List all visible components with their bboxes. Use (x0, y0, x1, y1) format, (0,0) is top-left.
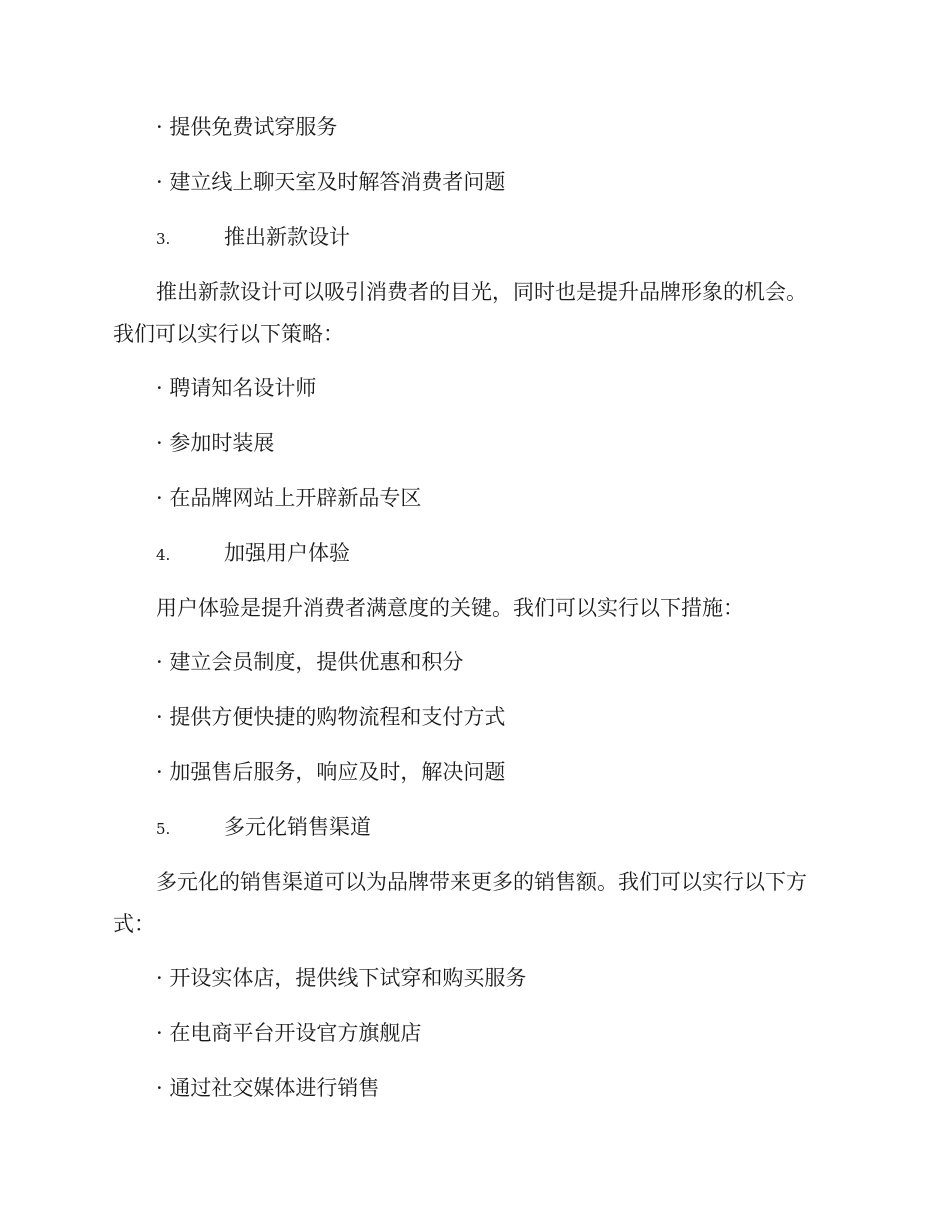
paragraph-line: 多元化的销售渠道可以为品牌带来更多的销售额。我们可以实行以下方 (156, 870, 807, 894)
section-heading: 多元化销售渠道 (224, 815, 371, 839)
list-item: · 建立线上聊天室及时解答消费者问题 (156, 170, 506, 194)
paragraph-line: 用户体验是提升消费者满意度的关键。我们可以实行以下措施： (156, 596, 744, 620)
list-item: · 加强售后服务，响应及时，解决问题 (156, 760, 506, 784)
list-item: · 提供免费试穿服务 (156, 115, 338, 139)
list-item: · 在电商平台开设官方旗舰店 (156, 1021, 422, 1045)
list-item: · 开设实体店，提供线下试穿和购买服务 (156, 966, 527, 990)
list-item: · 提供方便快捷的购物流程和支付方式 (156, 705, 506, 729)
list-item: · 通过社交媒体进行销售 (156, 1076, 380, 1100)
section-heading: 加强用户体验 (224, 541, 350, 565)
section-number: 4. (156, 546, 171, 564)
list-item: · 在品牌网站上开辟新品专区 (156, 486, 422, 510)
paragraph-line: 推出新款设计可以吸引消费者的目光，同时也是提升品牌形象的机会。 (156, 280, 807, 304)
section-number: 5. (156, 820, 171, 838)
list-item: · 聘请知名设计师 (156, 376, 317, 400)
paragraph-line: 我们可以实行以下策略： (113, 322, 344, 346)
list-item: · 参加时装展 (156, 431, 275, 455)
section-number: 3. (156, 230, 171, 248)
list-item: · 建立会员制度，提供优惠和积分 (156, 650, 464, 674)
paragraph-line: 式： (113, 912, 155, 936)
section-heading: 推出新款设计 (224, 225, 350, 249)
